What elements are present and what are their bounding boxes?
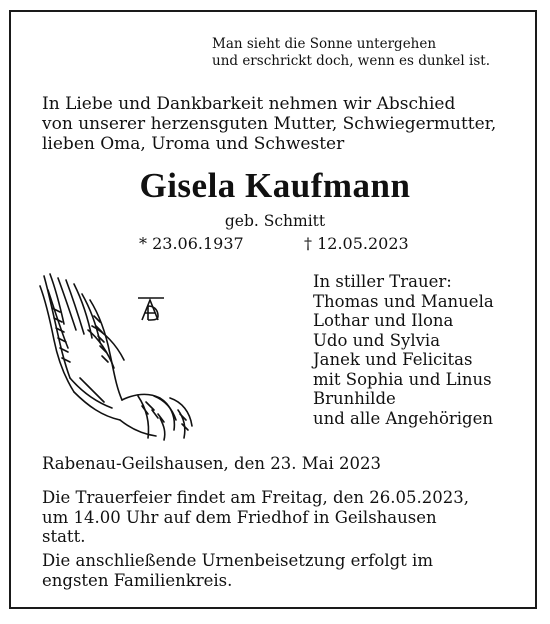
birth-date: * 23.06.1937 [139, 234, 244, 253]
urn-line-1: Die anschließende Urnenbeisetzung erfolgt im [42, 551, 433, 570]
urn-info [42, 551, 433, 590]
intro-line-3: lieben Oma, Uroma und Schwester [42, 134, 345, 154]
mourner-name: Lothar und Ilona [313, 311, 454, 330]
motto-line-2: und erschrickt doch, wenn es dunkel ist. [212, 53, 490, 69]
funeral-line-3: statt. [42, 527, 86, 546]
motto-line-1: Man sieht die Sonne untergehen [212, 36, 437, 52]
mourner-name: Janek und Felicitas [313, 350, 473, 369]
place-and-date: Rabenau-Geilshausen, den 23. Mai 2023 [42, 454, 381, 473]
mourners-list [313, 272, 494, 428]
motto-quote [212, 36, 490, 70]
intro-text [42, 94, 496, 154]
mourner-name: Brunhilde [313, 389, 396, 408]
mourner-name: und alle Angehörigen [313, 408, 494, 428]
funeral-line-1: Die Trauerfeier findet am Freitag, den 26.05.2023, [42, 488, 469, 507]
mourner-name: Thomas und Manuela [313, 291, 494, 311]
mourner-name: mit Sophia und Linus [313, 369, 492, 389]
funeral-info [42, 488, 469, 547]
funeral-line-2: um 14.00 Uhr auf dem Friedhof in Geilshausen [42, 507, 437, 527]
praying-hands-icon [30, 268, 200, 443]
intro-line-1: In Liebe und Dankbarkeit nehmen wir Abschied [42, 94, 456, 114]
mourner-name: Udo und Sylvia [313, 330, 441, 350]
mourners-heading: In stiller Trauer: [313, 272, 452, 291]
birth-name: geb. Schmitt [224, 212, 326, 230]
deceased-name: Gisela Kaufmann [139, 166, 411, 205]
monogram-mark [138, 298, 164, 320]
death-date: † 12.05.2023 [304, 234, 409, 253]
intro-line-2: von unserer herzensguten Mutter, Schwiegermutter, [42, 114, 497, 134]
urn-line-2: engsten Familienkreis. [42, 570, 233, 590]
